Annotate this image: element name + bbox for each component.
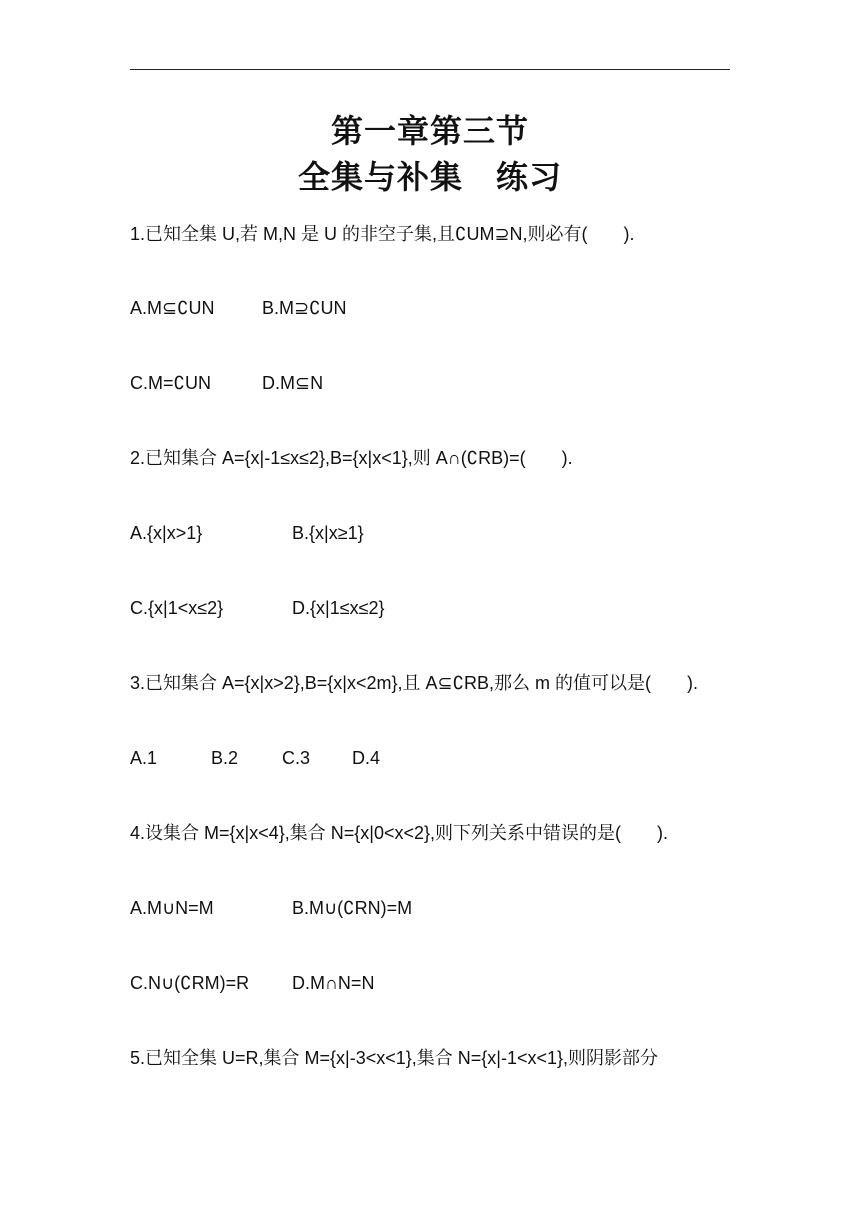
question-4-option-c[interactable]: C.N∪(∁RM)=R [130,973,250,993]
question-3-option-b[interactable]: B.2 [211,748,239,768]
question-2-options-row2 [130,596,385,668]
page-title-line2: 全集与补集 练习 [297,158,562,196]
question-3-stem: 3.已知集合 A={x|x>2},B={x|x<2m},且 A⊆∁RB,那么 m 的值可以是( ). [130,673,699,693]
question-4-stem: 4.设集合 M={x|x<4},集合 N={x|0<x<2},则下列关系中错误的是( ). [130,823,668,843]
question-2-option-a[interactable]: A.{x|x>1} [130,523,203,543]
question-2-option-d[interactable]: D.{x|1≤x≤2} [292,598,385,618]
question-4-option-d[interactable]: D.M∩N=N [292,973,375,993]
question-3-options-row [130,746,381,866]
question-2-option-c[interactable]: C.{x|1<x≤2} [130,598,224,618]
question-5-stem: 5.已知全集 U=R,集合 M={x|-3<x<1},集合 N={x|-1<x<1},则阴影部分 [130,1048,659,1068]
question-2-stem: 2.已知集合 A={x|-1≤x≤2},B={x|x<1},则 A∩(∁RB)=( ). [130,448,573,468]
question-2-option-b[interactable]: B.{x|x≥1} [292,523,364,543]
question-3-option-d[interactable]: D.4 [352,748,381,768]
page-title-line1: 第一章第三节 [330,112,529,150]
question-2-options-row1 [130,521,364,593]
question-1-option-a[interactable]: A.M⊆∁UN [130,298,215,318]
question-1-option-b[interactable]: B.M⊇∁UN [262,298,347,318]
question-4-option-a[interactable]: A.M∪N=M [130,898,214,918]
question-4-option-b[interactable]: B.M∪(∁RN)=M [292,898,413,918]
question-3-option-c[interactable]: C.3 [282,748,311,768]
question-1-option-d[interactable]: D.M⊆N [262,373,324,393]
question-1-options-row1 [130,296,347,368]
question-3-option-a[interactable]: A.1 [130,748,158,768]
question-4-options-row1 [130,896,413,968]
header-rule [130,69,730,70]
question-1-stem: 1.已知全集 U,若 M,N 是 U 的非空子集,且∁UM⊇N,则必有( ). [130,224,635,244]
question-1-option-c[interactable]: C.M=∁UN [130,373,211,393]
question-4-options-row2 [130,971,375,1043]
question-1-options-row2 [130,371,324,443]
